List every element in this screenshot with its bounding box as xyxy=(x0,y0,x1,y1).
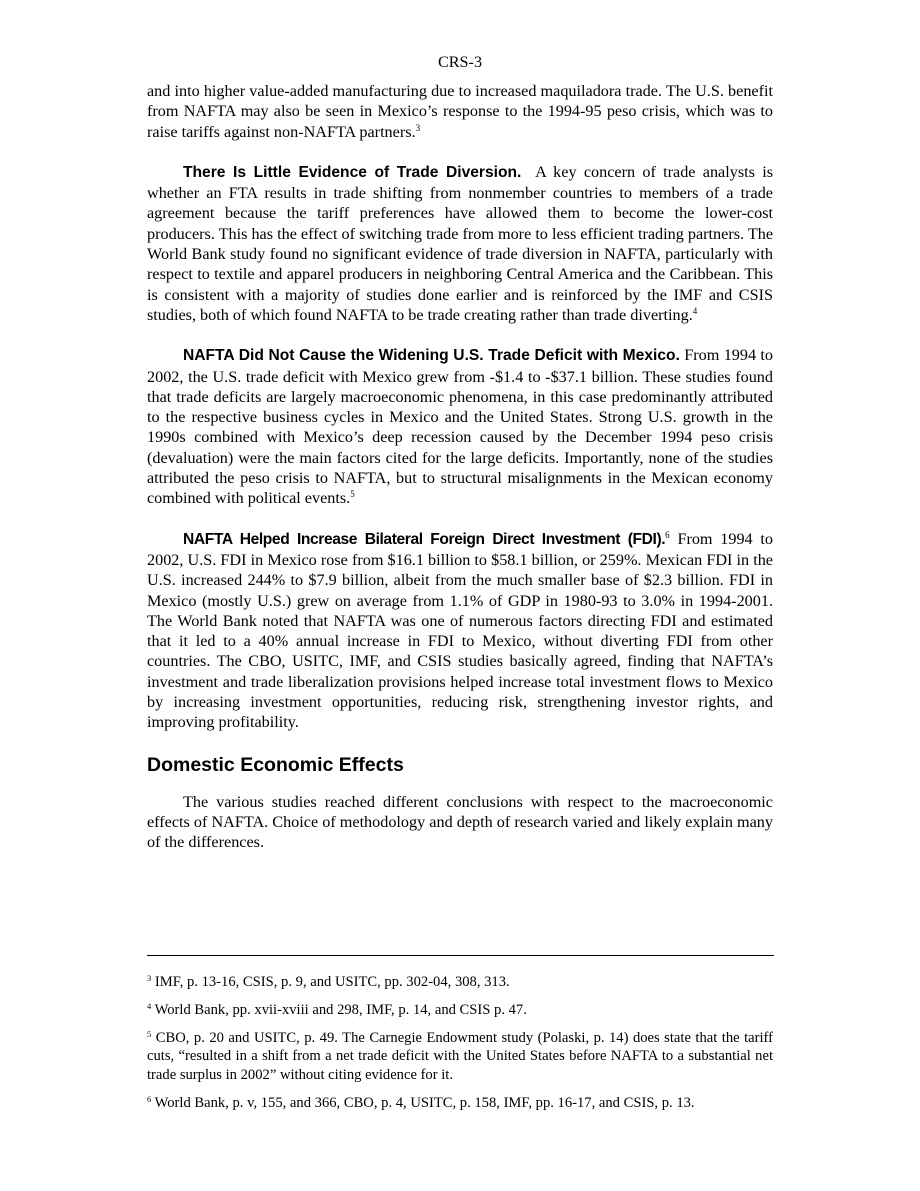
page-header: CRS-3 xyxy=(437,53,483,71)
footnote-ref-3[interactable]: 3 xyxy=(415,122,421,133)
footnote-6 xyxy=(147,1094,773,1112)
footnote-text: CBO, p. 20 and USITC, p. 49. The Carnegie Endowment study (Polaski, p. 14) does state that the tariff cuts, “resulted in a shift from a net trade deficit with the United States before NAFTA to a substantial net trade surplus in 2002” without citing evidence for it. xyxy=(147,1029,773,1083)
fdi-paragraph xyxy=(147,529,773,733)
footnote-number: 3 xyxy=(147,973,152,983)
footnote-ref-5[interactable]: 5 xyxy=(350,489,355,500)
trade-diversion-heading: There Is Little Evidence of Trade Diversion. xyxy=(183,163,522,181)
footnote-text: IMF, p. 13-16, CSIS, p. 9, and USITC, pp. 302-04, 308, 313. xyxy=(154,974,510,990)
footnote-3 xyxy=(147,973,773,991)
footnote-divider xyxy=(147,955,774,956)
domestic-effects-paragraph: The various studies reached different conclusions with respect to the macroeconomic effects of NAFTA. Choice of methodology and depth of research varied and likely explain many of the differences. xyxy=(147,792,773,852)
footnote-number: 5 xyxy=(147,1028,152,1039)
fdi-heading: NAFTA Helped Increase Bilateral Foreign Direct Investment (FDI). xyxy=(183,530,666,548)
trade-deficit-text: From 1994 to 2002, the U.S. trade deficit with Mexico grew from -$1.4 to -$37.1 billion. These studies found that trade deficits are largely macroeconomic phenomena, in this case predominantly attributed to the respective business cycles in Mexico and the United States. Strong U.S. growth in the 1990s combined with Mexico’s deep recession caused by the December 1994 peso crisis (devaluation) were the main factors cited for the large deficits. Importantly, none of the studies attributed the peso crisis to NAFTA, but to structural misalignments in the Mexican economy combined with political events. xyxy=(147,346,774,508)
footnote-ref-4[interactable]: 4 xyxy=(692,305,698,316)
document-page xyxy=(147,52,773,853)
trade-diversion-paragraph xyxy=(147,162,773,325)
intro-text: and into higher value-added manufacturing due to increased maquiladora trade. The U.S. benefit from NAFTA may also be seen in Mexico’s response to the 1994-95 peso crisis, which was to raise tariffs against non-NAFTA partners. xyxy=(147,82,773,141)
footnote-ref-6[interactable]: 6 xyxy=(665,529,670,540)
fdi-text: From 1994 to 2002, U.S. FDI in Mexico rose from $16.1 billion to $58.1 billion, or 259%. Mexican FDI in the U.S. increased 244% to $7.9 billion, albeit from the much smaller base of $2.3 billion. FDI in Mexico (mostly U.S.) grew on average from 1.1% of GDP in 1980-93 to 3.0% in 1994-2001. The World Bank noted that NAFTA was one of numerous factors directing FDI and estimated that it led to a 40% annual increase in FDI to Mexico, without diverting FDI from other countries. The CBO, USITC, IMF, and CSIS studies basically agreed, finding that NAFTA’s investment and trade liberalization provisions helped increase total investment flows to Mexico by increasing investment opportunities, reducing risk, strengthening investor rights, and improving profitability. xyxy=(147,529,774,732)
footnotes xyxy=(147,973,773,1121)
trade-diversion-text: A key concern of trade analysts is whether an FTA results in trade shifting from nonmember countries to members of a trade agreement because the tariff preferences have allowed them to become the lower-cost producers. This has the effect of switching trade from more to less efficient trading partners. The World Bank study found no significant evidence of trade diversion in NAFTA, particularly with respect to textile and apparel producers in neighboring Central America and the Caribbean. This is consistent with a majority of studies done earlier and is reinforced by the IMF and CSIS studies, both of which found NAFTA to be trade creating rather than trade diverting. xyxy=(147,162,774,324)
trade-deficit-paragraph xyxy=(147,345,773,508)
footnote-4 xyxy=(147,1001,773,1019)
footnote-text: World Bank, p. v, 155, and 366, CBO, p. 4, USITC, p. 158, IMF, pp. 16-17, and CSIS, p. 13. xyxy=(154,1094,695,1111)
section-title-domestic-effects: Domestic Economic Effects xyxy=(147,753,404,776)
footnote-text: World Bank, pp. xvii-xviii and 298, IMF, p. 14, and CSIS p. 47. xyxy=(154,1001,527,1018)
footnote-number: 4 xyxy=(147,1000,152,1011)
intro-paragraph xyxy=(147,81,773,142)
footnote-5 xyxy=(147,1029,773,1084)
footnote-number: 6 xyxy=(147,1093,152,1104)
trade-deficit-heading: NAFTA Did Not Cause the Widening U.S. Trade Deficit with Mexico. xyxy=(183,347,680,365)
